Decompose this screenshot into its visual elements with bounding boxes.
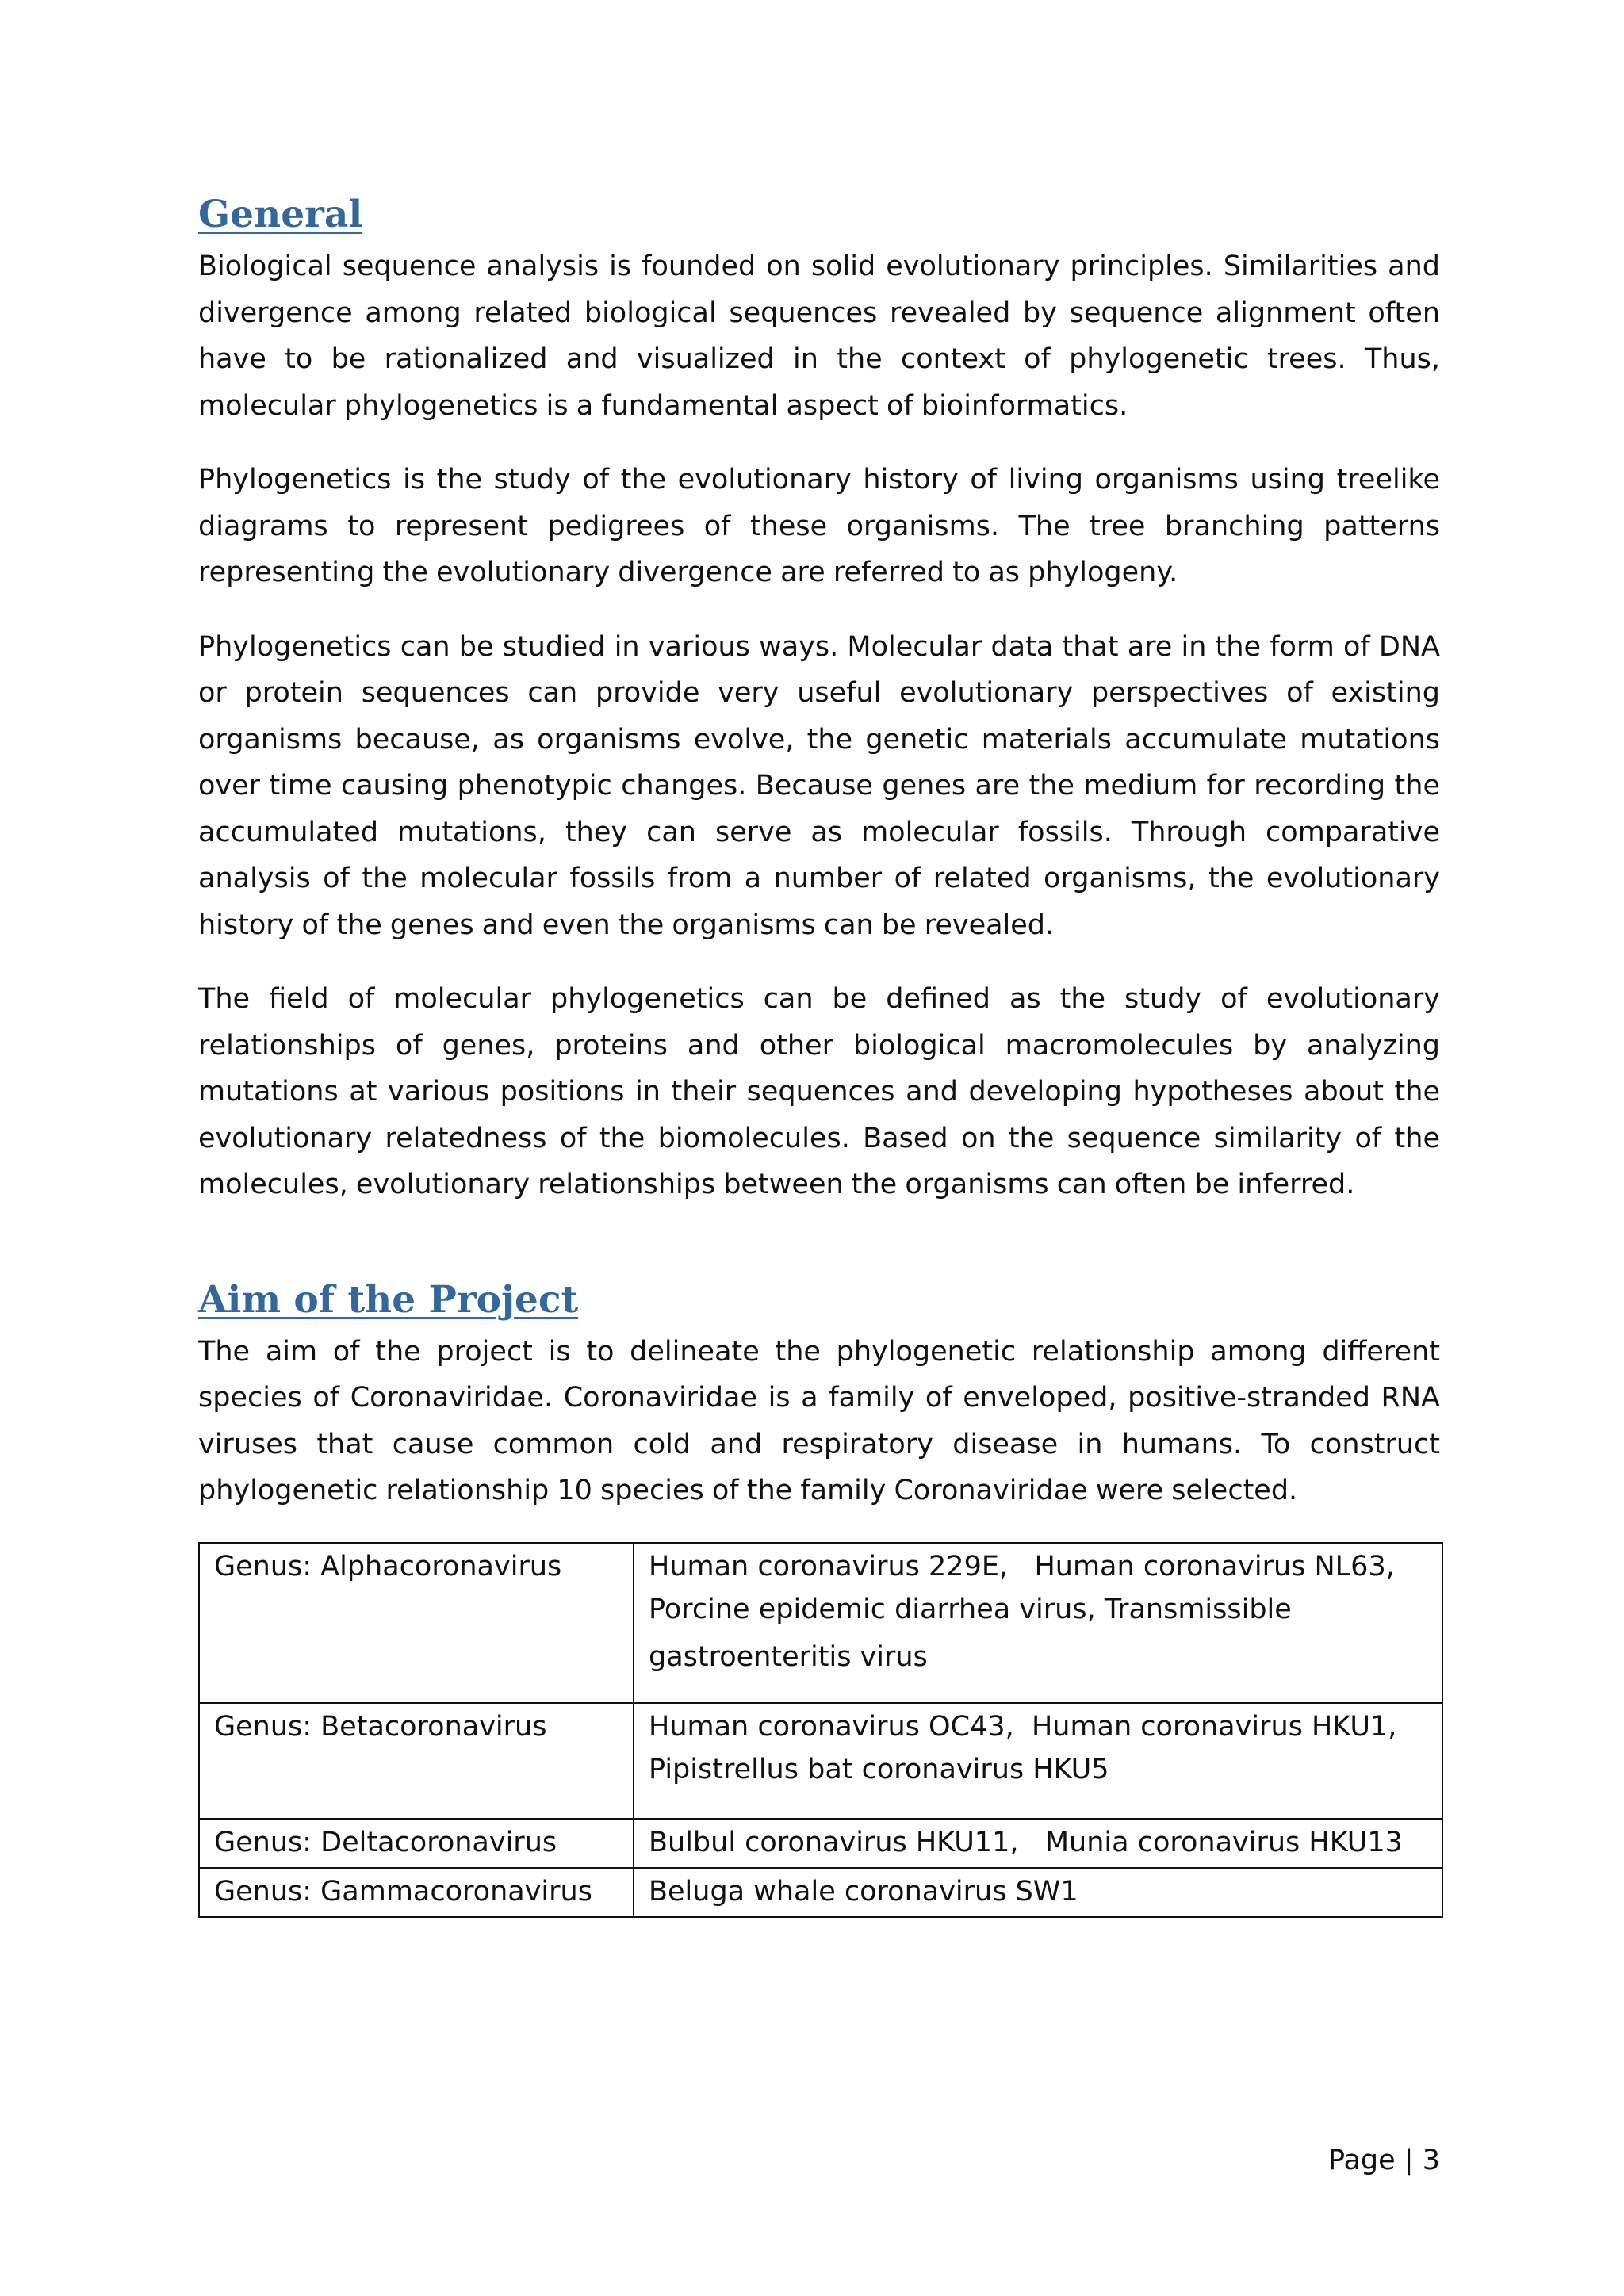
species-line: Bulbul coronavirus HKU11, Munia coronavirus HKU13 <box>649 1826 1403 1858</box>
genus-cell: Genus: Betacoronavirus <box>199 1703 634 1819</box>
table-row <box>199 1543 1442 1703</box>
species-cell <box>634 1703 1442 1819</box>
genus-cell: Genus: Gammacoronavirus <box>199 1868 634 1917</box>
general-paragraph-4: The field of molecular phylogenetics can be defined as the study of evolutionary relationships of genes, proteins and other biological macromolecules by analyzing mutations at various positions in their sequences and developing hypotheses about the evolutionary relatedness of the biomolecules. Based on the sequence similarity of the molecules, evolutionary relationships between the organisms can often be inferred. <box>198 983 1440 1201</box>
genus-cell: Genus: Deltacoronavirus <box>199 1819 634 1868</box>
section-spacer <box>198 1236 1440 1276</box>
species-cell <box>634 1543 1442 1703</box>
species-line: Human coronavirus OC43, Human coronavirus HKU1, <box>649 1710 1397 1743</box>
page-number: Page | 3 <box>1327 2145 1440 2176</box>
species-cell <box>634 1868 1442 1917</box>
general-paragraph-1: Biological sequence analysis is founded on solid evolutionary principles. Similarities and divergence among related biological sequences revealed by sequence alignment often have to be rationalized and visualized in the context of phylogenetic trees. Thus, molecular phylogenetics is a fundamental aspect of bioinformatics. <box>198 251 1440 422</box>
species-line: Pipistrellus bat coronavirus HKU5 <box>649 1753 1109 1785</box>
species-line: Beluga whale coronavirus SW1 <box>649 1875 1078 1908</box>
species-line: gastroenteritis virus <box>649 1640 928 1673</box>
aim-paragraph: The aim of the project is to delineate the phylogenetic relationship among different species of Coronaviridae. Coronaviridae is a family of enveloped, positive-stranded RNA viruses that cause common cold and respiratory disease in humans. To construct phylogenetic relationship 10 species of the family Coronaviridae were selected. <box>198 1335 1440 1507</box>
aim-heading: Aim of the Project <box>198 1277 579 1322</box>
genus-cell: Genus: Alphacoronavirus <box>199 1543 634 1703</box>
document-page <box>198 190 1440 1918</box>
species-line: Porcine epidemic diarrhea virus, Transmissible <box>649 1593 1292 1625</box>
table-row <box>199 1703 1442 1819</box>
table-row <box>199 1868 1442 1917</box>
genus-species-table <box>198 1542 1443 1918</box>
species-cell <box>634 1819 1442 1868</box>
general-paragraph-2: Phylogenetics is the study of the evolutionary history of living organisms using treelike diagrams to represent pedigrees of these organisms. The tree branching patterns representing the evolutionary divergence are referred to as phylogeny. <box>198 464 1440 589</box>
table-row <box>199 1819 1442 1868</box>
general-paragraph-3: Phylogenetics can be studied in various ways. Molecular data that are in the form of DNA or protein sequences can provide very useful evolutionary perspectives of existing organisms because, as organisms evolve, the genetic materials accumulate mutations over time causing phenotypic changes. Because genes are the medium for recording the accumulated mutations, they can serve as molecular fossils. Through comparative analysis of the molecular fossils from a number of related organisms, the evolutionary history of the genes and even the organisms can be revealed. <box>198 630 1440 941</box>
general-heading: General <box>198 193 363 236</box>
species-line: Human coronavirus 229E, Human coronavirus NL63, <box>649 1550 1395 1582</box>
